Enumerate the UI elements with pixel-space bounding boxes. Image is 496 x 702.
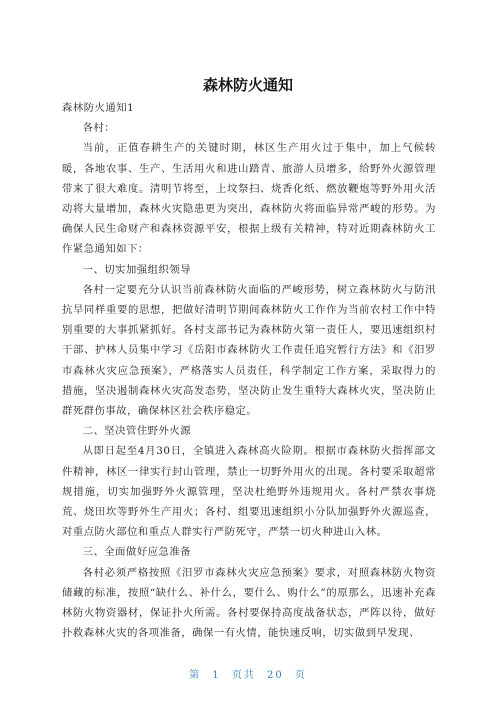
page-footer <box>0 666 496 681</box>
section-heading: 二、坚决管住野外火源 <box>82 425 192 438</box>
document-body <box>62 98 436 643</box>
paragraph: 各村一定要充分认识当前森林防火面临的严峻形势，树立森林防火与防汛抗旱同样重要的思想，把做好清明节期间森林防火工作作为当前农村工作中特别重要的大事抓紧抓好。各村支部书记为森林防火第一责任人，要迅速组织村干部、护林人员集中学习《岳阳市森林防火工作责任追究暂行方法》和《汨罗市森林火灾应急预案》，严格落实人员责任，科学制定工作方案，采取得力的措施，坚决遏制森林火灾高发态势，坚决防止发生重特大森林火灾，坚决防止群死群伤事故，确保林区社会秩序稳定。 <box>62 283 436 418</box>
paragraph: 各村必须严格按照《汨罗市森林火灾应急预案》要求，对照森林防火物资储藏的标准，按照“缺什么、补什么，要什么、购什么”的原那么，迅速补充森林防火物资器材，保证扑火所需。各村要保持高度战备状态，严阵以待，做好扑救森林火灾的各项准备，确保一有火情，能快速反响，切实做到早发现、 <box>62 566 436 640</box>
current-page-number: 1 <box>212 670 221 681</box>
section-heading: 三、全面做好应急准备 <box>82 546 192 559</box>
page-label-suffix: 页 <box>294 670 307 681</box>
page-label-prefix: 第 <box>189 670 202 681</box>
page-label-middle: 页共 <box>231 670 256 681</box>
document-title: 森林防火通知 <box>202 76 293 94</box>
paragraph: 当前，正值春耕生产的关键时期，林区生产用火过于集中，加上气候转暖，各地农事、生产、生活用火和进山踏青、旅游人员增多，给野外火源管理带来了很大难度。清明节将至，上坟祭扫、烧香化纸、燃放鞭炮等野外用火活动将大量增加，森林火灾隐患更为突出，森林防火将面临异常严峻的形势。为确保人民生命财产和森林资源平安，根据上级有关精神，特对近期森林防火工作紧急通知如下： <box>62 142 436 256</box>
section-heading: 一、切实加强组织领导 <box>82 263 192 276</box>
greeting: 各村： <box>82 122 116 135</box>
total-pages-number: 20 <box>267 670 284 681</box>
paragraph: 从即日起至4月30日，全镇进入森林高火险期。根据市森林防火指挥部文件精神，林区一律实行封山管理，禁止一切野外用火的出现。各村要采取超常规措施，切实加强野外火源管理，坚决杜绝野外违规用火。各村严禁农事烧荒、烧田坎等野外生产用火；各村、组要迅速组织小分队加强野外火源巡查，对重点防火部位和重点人群实行严防死守，严禁一切火种进山入林。 <box>62 445 436 539</box>
document-subtitle: 森林防火通知1 <box>62 102 135 114</box>
